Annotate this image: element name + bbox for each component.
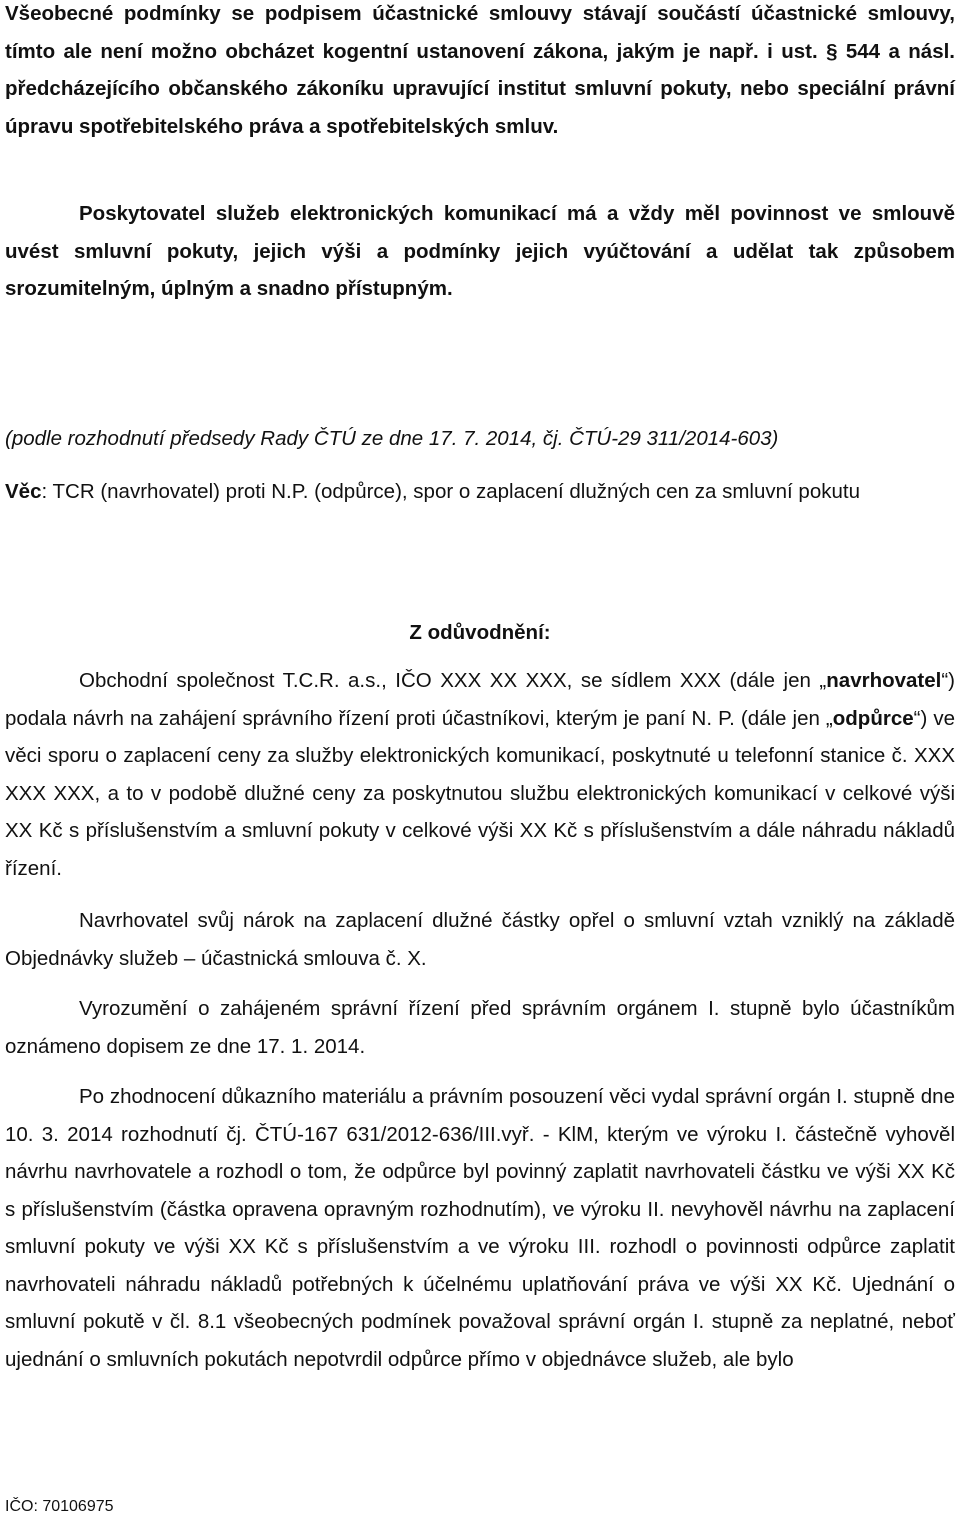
subject-text: : TCR (navrhovatel) proti N.P. (odpůrce), spor o zaplacení dlužných cen za smluvní pokutu (41, 480, 860, 503)
paragraph-claim-basis: Navrhovatel svůj nárok na zaplacení dlužné částky opřel o smluvní vztah vzniklý na základě Objednávky služeb – účastnická smlouva č. X. (5, 909, 955, 970)
paragraph-notification: Vyrozumění o zahájeném správní řízení před správním orgánem I. stupně bylo účastníkům oznámeno dopisem ze dne 17. 1. 2014. (5, 997, 955, 1058)
subject-label: Věc (5, 480, 42, 503)
paragraph-3-part-3: “) ve věci sporu o zaplacení ceny za služby elektronických komunikací, poskytnuté u telefonní stanice č. XXX XXX XXX, a to v podobě dlužné ceny za poskytnutou službu elektronických komunikací v celkové výši XX Kč s příslušenstvím a smluvní pokuty v celkové výši XX Kč s příslušenstvím a dále náhradu nákladů řízení. (5, 706, 956, 880)
subject-line (5, 473, 955, 511)
reasoning-heading: Z odůvodnění: (409, 621, 551, 644)
paragraph-provider-obligation: Poskytovatel služeb elektronických komunikací má a vždy měl povinnost ve smlouvě uvést smluvní pokuty, jejich výši a podmínky jejich vyúčtování a udělat tak způsobem srozumitelným, úplným a snadno přístupným. (5, 202, 955, 300)
term-navrhovatel: navrhovatel (826, 669, 942, 692)
footer-ico: IČO: 70106975 (5, 1498, 114, 1515)
term-odpurce: odpůrce (832, 706, 914, 730)
citation-line: (podle rozhodnutí předsedy Rady ČTÚ ze dne 17. 7. 2014, čj. ČTÚ-29 311/2014-603) (5, 427, 779, 450)
paragraph-3-part-1: Obchodní společnost T.C.R. a.s., IČO XXX XX XXX, se sídlem XXX (dále jen „ (79, 669, 827, 692)
paragraph-3-part-2: “) podala návrh na zahájení správního řízení proti účastníkovi, kterým je paní N. P. (dále jen „ (5, 669, 955, 730)
paragraph-proceedings (5, 662, 955, 887)
paragraph-general-conditions: Všeobecné podmínky se podpisem účastnické smlouvy stávají součástí účastnické smlouvy, tímto ale není možno obcházet kogentní ustanovení zákona, jakým je např. i ust. § 544 a násl. předcházejícího občanského zákoníku upravující institut smluvní pokuty, nebo speciální právní úpravu spotřebitelského práva a spotřebitelských smluv. (5, 2, 955, 138)
paragraph-decision: Po zhodnocení důkazního materiálu a právním posouzení věci vydal správní orgán I. stupně dne 10. 3. 2014 rozhodnutí čj. ČTÚ-167 631/2012-636/III.vyř. - KlM, kterým ve výroku I. částečně vyhověl návrhu navrhovatele a rozhodl o tom, že odpůrce byl povinný zaplatit navrhovateli částku ve výši XX Kč s příslušenstvím (částka opravena opravným rozhodnutím), ve výroku II. nevyhověl návrhu na zaplacení smluvní pokuty ve výši XX Kč s příslušenstvím a ve výroku III. rozhodl o povinnosti odpůrce zaplatit navrhovateli náhradu nákladů potřebných k účelnému uplatňování práva ve výši XX Kč. Ujednání o smluvní pokutě v čl. 8.1 všeobecných podmínek považoval správní orgán I. stupně za neplatné, neboť ujednání o smluvních pokutách nepotvrdil odpůrce přímo v objednávce služeb, ale bylo (5, 1085, 955, 1371)
